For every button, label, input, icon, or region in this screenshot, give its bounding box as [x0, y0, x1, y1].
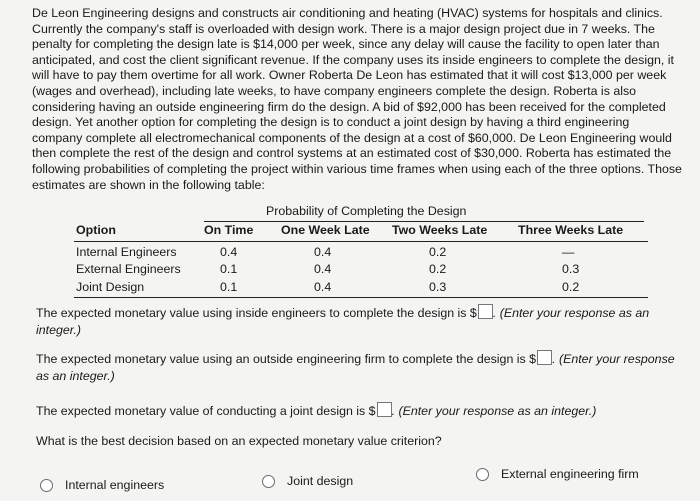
question-joint-design [36, 402, 676, 420]
table-cell: 0.4 [314, 245, 332, 259]
radio-icon[interactable] [476, 468, 489, 481]
problem-text: De Leon Engineering designs and constructs air conditioning and heating (HVAC) systems for hospitals and clinics. Currently the company's staff is overloaded with design work. There is a major design project due in 7 weeks. The penalty for completing the design late is $14,000 per week, since any delay will cause the facility to open later than anticipated, and cost the client significant revenue. If the company uses its inside engineers to complete the design, it will have to pay them overtime for all work. Owner Roberta De Leon has estimated that it will cost $13,000 per week (wages and overhead), including late weeks, to have company engineers complete the design. Roberta is also considering having an outside engineering firm do the design. A bid of $92,000 has been received for the completed design. Yet another option for completing the design is to conduct a joint design by having a third engineering company complete all electromechanical components of the design at a cost of $60,000. De Leon Engineering would then complete the rest of the design and control systems at an estimated cost of $30,000. Roberta has estimated the following probabilities of completing the project within various time frames when using each of the three options. Those estimates are shown in the following table: [32, 6, 682, 192]
table-cell: Joint Design [76, 280, 145, 294]
table-cell: 0.4 [314, 280, 332, 294]
header-option: Option [76, 223, 116, 237]
option-joint-design[interactable] [262, 474, 353, 488]
question-text: The expected monetary value using an outside engineering firm to complete the design is $ [36, 352, 537, 366]
option-label: Joint design [287, 474, 354, 488]
table-cell: — [562, 245, 575, 259]
radio-icon[interactable] [40, 479, 53, 492]
table-cell: External Engineers [76, 262, 181, 276]
table-cell: Internal Engineers [76, 245, 177, 259]
option-label: Internal engineers [65, 478, 165, 492]
answer-input-inside[interactable] [478, 304, 493, 319]
table-cell: 0.4 [314, 262, 332, 276]
table-bottom-rule [74, 297, 648, 298]
table-group-title: Probability of Completing the Design [266, 204, 467, 218]
table-cell: 0.2 [429, 262, 447, 276]
header-three-weeks-late: Three Weeks Late [518, 223, 624, 237]
header-on-time: On Time [204, 223, 254, 237]
answer-input-outside[interactable] [537, 350, 552, 365]
table-cell: 0.1 [220, 280, 238, 294]
question-hint: . (Enter your response as an integer.) [36, 306, 650, 337]
question-hint: . (Enter your response as an integer.) [36, 352, 675, 383]
table-cell: 0.3 [429, 280, 447, 294]
table-cell: 0.3 [562, 262, 580, 276]
group-rule [204, 221, 644, 222]
question-best-decision: What is the best decision based on an expected monetary value criterion? [36, 434, 442, 448]
option-label: External engineering firm [501, 467, 639, 481]
table-cell: 0.2 [562, 280, 580, 294]
radio-icon[interactable] [262, 475, 275, 488]
answer-input-joint[interactable] [377, 402, 392, 417]
header-two-weeks-late: Two Weeks Late [392, 223, 488, 237]
header-rule [74, 241, 648, 242]
table-cell: 0.2 [429, 245, 447, 259]
table-cell: 0.1 [220, 262, 238, 276]
table-cell: 0.4 [220, 245, 238, 259]
question-inside-engineers [36, 304, 656, 339]
option-external-firm[interactable] [476, 467, 639, 481]
question-text: The expected monetary value of conducting a joint design is $ [36, 404, 376, 418]
question-text: The expected monetary value using inside engineers to complete the design is $ [36, 306, 477, 320]
question-outside-firm [36, 350, 691, 385]
option-internal-engineers[interactable] [40, 478, 164, 492]
question-hint: . (Enter your response as an integer.) [391, 404, 597, 418]
header-one-week-late: One Week Late [281, 223, 370, 237]
